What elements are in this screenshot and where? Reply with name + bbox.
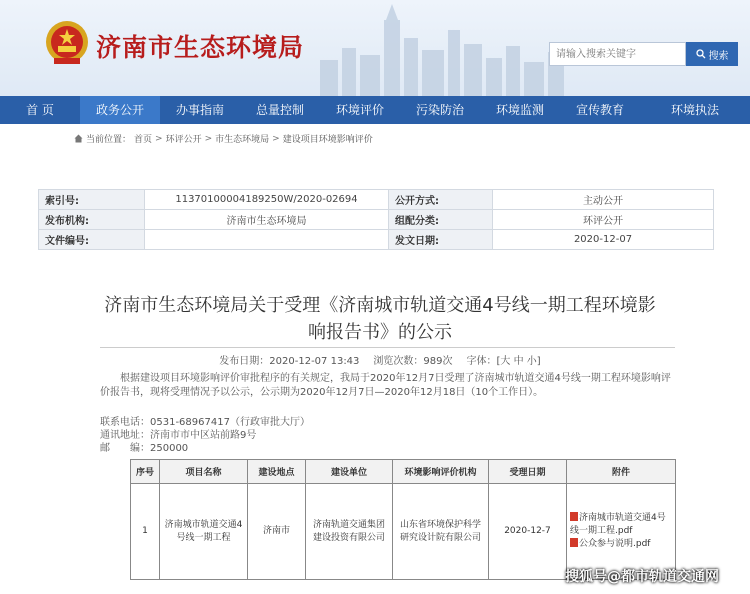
cell-no: 1 — [131, 484, 160, 580]
cell-location: 济南市 — [248, 484, 306, 580]
col-header-no: 序号 — [131, 460, 160, 484]
index-value: 11370100004189250W/2020-02694 — [145, 190, 389, 210]
breadcrumb-item-eia-disclosure[interactable]: 环评公开 — [165, 135, 202, 145]
col-header-attachment: 附件 — [567, 460, 676, 484]
article-meta — [100, 352, 660, 367]
cell-project-name: 济南城市轨道交通4号线一期工程 — [160, 484, 248, 580]
breadcrumb-item-eia-projects[interactable]: 建设项目环境影响评价 — [282, 135, 373, 145]
home-icon — [74, 134, 83, 143]
category-value: 环评公开 — [493, 210, 714, 230]
pdf-icon — [570, 538, 578, 547]
view-count: 浏览次数：989次 — [373, 356, 453, 367]
contact-address: 通讯地址：济南市市中区站前路9号 — [100, 430, 257, 441]
nav-item-pollution-control[interactable]: 污染防治 — [415, 103, 464, 117]
nav-item-environmental-enforcement[interactable]: 环境执法 — [670, 103, 719, 117]
breadcrumb-separator: > — [155, 133, 163, 144]
title-divider — [100, 347, 675, 348]
breadcrumb-prefix: 当前位置： — [86, 135, 132, 145]
cell-agency: 山东省环境保护科学研究设计院有限公司 — [393, 484, 489, 580]
publisher-label: 发布机构: — [39, 210, 145, 230]
method-value: 主动公开 — [493, 190, 714, 210]
pdf-icon — [570, 512, 578, 521]
date-value: 2020-12-07 — [493, 230, 714, 250]
sohu-watermark: 搜狐号@都市轨道交通网 — [565, 569, 719, 585]
breadcrumb-separator: > — [204, 133, 213, 144]
nav-item-environmental-monitoring[interactable]: 环境监测 — [495, 103, 544, 117]
nav-item-total-control[interactable]: 总量控制 — [255, 103, 304, 117]
method-label: 公开方式: — [389, 190, 493, 210]
main-nav — [0, 96, 750, 124]
date-label: 发文日期: — [389, 230, 493, 250]
category-label: 组配分类: — [389, 210, 493, 230]
site-header — [0, 0, 750, 96]
article-body — [100, 372, 675, 400]
site-title: 济南市生态环境局 — [96, 33, 305, 62]
nav-item-home[interactable]: 首 页 — [26, 103, 54, 117]
breadcrumb-item-home[interactable]: 首页 — [134, 135, 153, 145]
attachment-link-public-participation[interactable] — [570, 538, 672, 551]
publisher-value: 济南市生态环境局 — [145, 210, 389, 230]
contact-info — [100, 416, 310, 455]
publish-time: 发布日期：2020-12-07 13:43 — [219, 356, 360, 367]
col-header-date: 受理日期 — [489, 460, 567, 484]
document-info-table — [38, 189, 714, 250]
docno-label: 文件编号: — [39, 230, 145, 250]
col-header-project-name: 项目名称 — [160, 460, 248, 484]
nav-item-government-affairs[interactable]: 政务公开 — [80, 96, 160, 124]
search-button-label: 搜索 — [708, 50, 729, 62]
contact-postcode: 邮 编：250000 — [100, 443, 189, 454]
body-paragraph: 根据建设项目环境影响评价审批程序的有关规定，我局于2020年12月7日受理了济南城市轨道交通4号线一期工程环境影响评价报告书，现将受理情况予以公示，公示期为2020年12月7日—2020年12月18日（10个工作日）。 — [100, 373, 671, 398]
search-icon — [696, 49, 706, 59]
attachment-report-label: 济南城市轨道交通4号线一期工程.pdf — [570, 513, 666, 536]
cell-date: 2020-12-7 — [489, 484, 567, 580]
project-table — [130, 459, 676, 580]
contact-phone: 联系电话：0531-68967417（行政审批大厅） — [100, 417, 310, 428]
col-header-agency: 环境影响评价机构 — [393, 460, 489, 484]
nav-item-publicity-education[interactable]: 宣传教育 — [575, 103, 624, 117]
col-header-location: 建设地点 — [248, 460, 306, 484]
search-button[interactable] — [686, 42, 738, 66]
breadcrumb-separator: > — [272, 133, 280, 144]
national-emblem-logo — [44, 18, 90, 68]
breadcrumb-item-bureau[interactable]: 市生态环境局 — [215, 135, 270, 145]
nav-item-service-guide[interactable]: 办事指南 — [175, 103, 224, 117]
attachment-participation-label: 公众参与说明.pdf — [579, 539, 651, 549]
cell-builder: 济南轨道交通集团建设投资有限公司 — [306, 484, 393, 580]
docno-value — [145, 230, 389, 250]
article-title: 济南市生态环境局关于受理《济南城市轨道交通4号线一期工程环境影响报告书》的公示 — [104, 295, 656, 343]
breadcrumb — [74, 132, 373, 145]
attachment-link-report[interactable] — [570, 512, 672, 538]
table-header-row — [131, 460, 676, 484]
col-header-builder: 建设单位 — [306, 460, 393, 484]
search-input[interactable] — [549, 42, 686, 66]
nav-item-environmental-assessment[interactable]: 环境评价 — [335, 103, 384, 117]
font-size-switcher[interactable]: 字体：[大 中 小] — [466, 356, 541, 367]
index-label: 索引号: — [39, 190, 145, 210]
